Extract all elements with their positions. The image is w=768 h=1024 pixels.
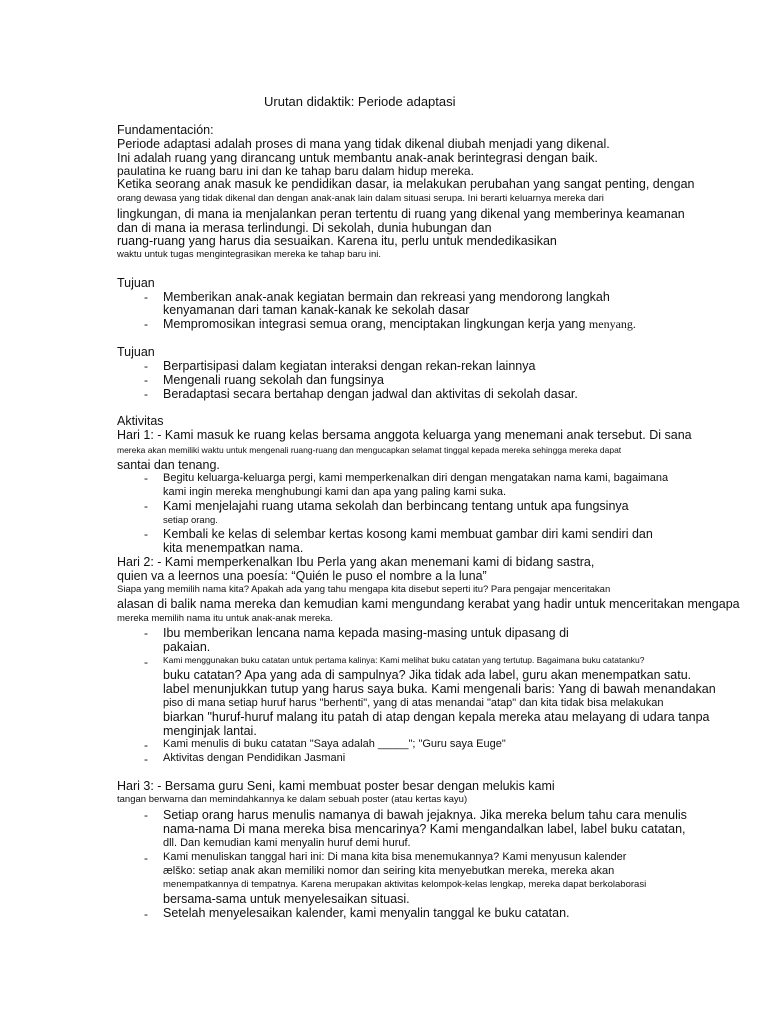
fundamentacion-heading: Fundamentación: bbox=[117, 123, 214, 137]
fundamentacion-line: orang dewasa yang tidak dikenal dan dengan anak-anak lain dalam situasi serupa. Ini berarti keluarnya mereka dari bbox=[117, 193, 604, 204]
list-item-continuation: nama-nama Di mana mereka bisa mencarinya? Kami mengandalkan label, label buku catatan, bbox=[163, 822, 686, 836]
bullet-dash: - bbox=[144, 317, 148, 331]
list-item: Memberikan anak-anak kegiatan bermain dan rekreasi yang mendorong langkah bbox=[163, 290, 610, 304]
list-item-continuation: bersama-sama untuk menyelesaikan situasi. bbox=[163, 892, 410, 906]
fundamentacion-line: Ketika seorang anak masuk ke pendidikan dasar, ia melakukan perubahan yang sangat penting, dengan bbox=[117, 177, 695, 191]
bullet-dash: - bbox=[144, 655, 148, 669]
bullet-dash: - bbox=[144, 738, 148, 752]
list-item: Kami menuliskan tanggal hari ini: Di mana kita bisa menemukannya? Kami menyusun kalender bbox=[163, 851, 627, 863]
list-item-continuation: biarkan "huruf-huruf malang itu patah di atap dengan kepala mereka atau melayang di udara tanpa bbox=[163, 710, 710, 724]
list-item-continuation: setiap orang. bbox=[163, 515, 218, 526]
list-item-continuation: label menunjukkan tutup yang harus saya buka. Kami mengenali baris: Yang di bawah menandakan bbox=[163, 682, 716, 696]
hari-2-line: mereka memilih nama itu untuk anak-anak mereka. bbox=[117, 613, 333, 624]
bullet-dash: - bbox=[144, 471, 148, 485]
bullet-dash: - bbox=[144, 499, 148, 513]
list-item: Beradaptasi secara bertahap dengan jadwal dan aktivitas di sekolah dasar. bbox=[163, 387, 578, 401]
list-item: Begitu keluarga-keluarga pergi, kami memperkenalkan diri dengan mengatakan nama kami, bagaimana bbox=[163, 472, 669, 484]
list-item-continuation: ælško: setiap anak akan memiliki nomor dan seiring kita menyebutkan mereka, mereka akan bbox=[163, 865, 615, 877]
bullet-dash: - bbox=[144, 387, 148, 401]
hari-2-line: Hari 2: - Kami memperkenalkan Ibu Perla yang akan menemani kami di bidang sastra, bbox=[117, 555, 595, 569]
list-item: Mengenali ruang sekolah dan fungsinya bbox=[163, 373, 384, 387]
bullet-dash: - bbox=[144, 907, 148, 921]
bullet-dash: - bbox=[144, 527, 148, 541]
hari-2-line: quien va a leernos una poesía: “Quién le puso el nombre a la luna” bbox=[117, 569, 487, 583]
list-item: Setiap orang harus menulis namanya di bawah jejaknya. Jika mereka belum tahu cara menulis bbox=[163, 808, 687, 822]
list-item: Ibu memberikan lencana nama kepada masing-masing untuk dipasang di bbox=[163, 626, 569, 640]
fundamentacion-line: waktu untuk tugas mengintegrasikan mereka ke tahap baru ini. bbox=[117, 249, 382, 260]
list-item: Kembali ke kelas di selembar kertas kosong kami membuat gambar diri kami sendiri dan bbox=[163, 527, 653, 541]
list-item: Aktivitas dengan Pendidikan Jasmani bbox=[163, 752, 346, 764]
list-item: Kami menulis di buku catatan "Saya adalah _____"; "Guru saya Euge" bbox=[163, 738, 506, 750]
list-item-continuation: dll. Dan kemudian kami menyalin huruf demi huruf. bbox=[163, 837, 411, 849]
bullet-dash: - bbox=[144, 359, 148, 373]
hari-2-line: Siapa yang memilih nama kita? Apakah ada yang tahu mengapa kita disebut seperti itu? Para pengajar menceritakan bbox=[117, 584, 611, 595]
fundamentacion-line: lingkungan, di mana ia menjalankan peran tertentu di ruang yang dikenal yang memberinya keamanan bbox=[117, 207, 685, 221]
hari-1-line: mereka akan memiliki waktu untuk mengenali ruang-ruang dan mengucapkan selamat tinggal kepada mereka sehingga mereka dapat bbox=[117, 445, 622, 455]
list-item-continuation: menempatkannya di tempatnya. Karena merupakan aktivitas kelompok-kelas lengkap, mereka dapat berkolaborasi bbox=[163, 879, 647, 890]
list-item-text-tail: menyang. bbox=[588, 317, 636, 331]
hari-3-line: tangan berwarna dan memindahkannya ke dalam sebuah poster (atau kertas kayu) bbox=[117, 794, 468, 805]
list-item bbox=[163, 317, 636, 332]
list-item-continuation: buku catatan? Apa yang ada di sampulnya? Jika tidak ada label, guru akan menempatkan satu. bbox=[163, 668, 692, 682]
list-item-continuation: piso di mana setiap huruf harus "berhenti", yang di atas menandai "atap" dan kita tidak bisa melakukan bbox=[163, 697, 664, 709]
bullet-dash: - bbox=[144, 626, 148, 640]
list-item-continuation: pakaian. bbox=[163, 640, 211, 654]
hari-1-line: Hari 1: - Kami masuk ke ruang kelas bersama anggota keluarga yang menemani anak tersebut. Di sana bbox=[117, 428, 692, 442]
list-item-continuation: menginjak lantai. bbox=[163, 724, 257, 738]
list-item-continuation: kita menempatkan nama. bbox=[163, 541, 304, 555]
fundamentacion-line: ruang-ruang yang harus dia sesuaikan. Karena itu, perlu untuk mendedikasikan bbox=[117, 234, 557, 248]
fundamentacion-line: Ini adalah ruang yang dirancang untuk membantu anak-anak berintegrasi dengan baik. bbox=[117, 151, 598, 165]
aktivitas-heading: Aktivitas bbox=[117, 414, 164, 428]
bullet-dash: - bbox=[144, 752, 148, 766]
bullet-dash: - bbox=[144, 290, 148, 304]
bullet-dash: - bbox=[144, 851, 148, 865]
hari-3-line: Hari 3: - Bersama guru Seni, kami membuat poster besar dengan melukis kami bbox=[117, 779, 555, 793]
list-item-text: Mempromosikan integrasi semua orang, menciptakan lingkungan kerja yang bbox=[163, 317, 589, 331]
list-item-continuation: kenyamanan dari taman kanak-kanak ke sekolah dasar bbox=[163, 303, 470, 317]
hari-2-line: alasan di balik nama mereka dan kemudian kami mengundang kerabat yang hadir untuk menceritakan mengapa bbox=[117, 597, 740, 611]
hari-1-line: santai dan tenang. bbox=[117, 458, 220, 472]
list-item: Berpartisipasi dalam kegiatan interaksi dengan rekan-rekan lainnya bbox=[163, 359, 536, 373]
fundamentacion-line: dan di mana ia merasa terlindungi. Di sekolah, dunia hubungan dan bbox=[117, 221, 492, 235]
list-item: Kami menjelajahi ruang utama sekolah dan berbincang tentang untuk apa fungsinya bbox=[163, 499, 629, 513]
list-item-continuation: kami ingin mereka menghubungi kami dan apa yang paling kami suka. bbox=[163, 486, 507, 498]
bullet-dash: - bbox=[144, 808, 148, 822]
list-item: Kami menggunakan buku catatan untuk pertama kalinya: Kami melihat buku catatan yang tertutup. Bagaimana buku catatanku? bbox=[163, 655, 645, 665]
tujuan-heading: Tujuan bbox=[117, 345, 155, 359]
document-title: Urutan didaktik: Periode adaptasi bbox=[264, 94, 456, 109]
tujuan-heading: Tujuan bbox=[117, 276, 155, 290]
fundamentacion-line: Periode adaptasi adalah proses di mana yang tidak dikenal diubah menjadi yang dikenal. bbox=[117, 137, 610, 151]
list-item: Setelah menyelesaikan kalender, kami menyalin tanggal ke buku catatan. bbox=[163, 906, 570, 920]
fundamentacion-line: paulatina ke ruang baru ini dan ke tahap baru dalam hidup mereka. bbox=[117, 164, 474, 178]
bullet-dash: - bbox=[144, 373, 148, 387]
